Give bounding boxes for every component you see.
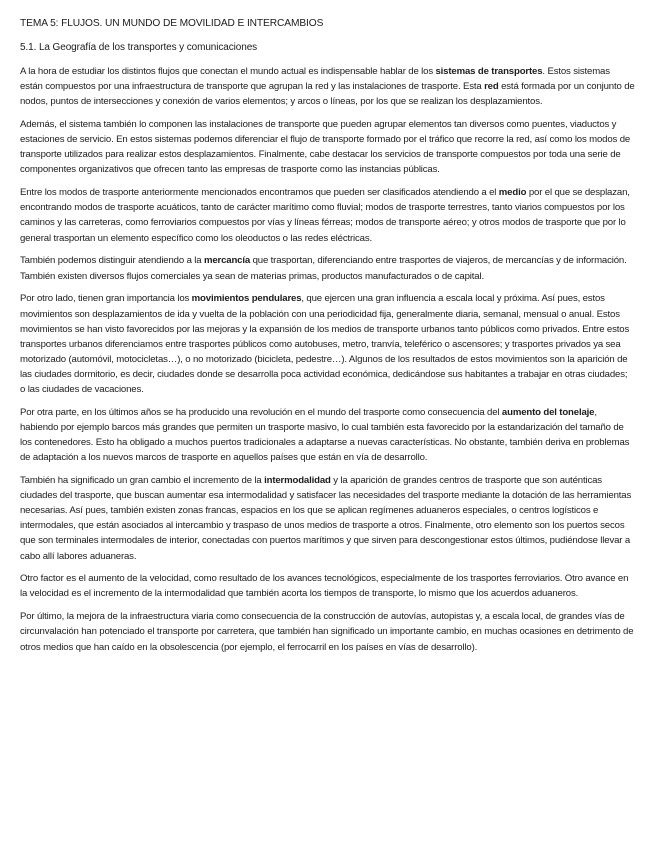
text-segment: y la aparición de grandes centros de trasporte que son auténticas ciudades del trasporte, que buscan aumentar esa intermodalidad y satisfacer las necesidades del trasporte mediante la dotación de las herramientas necesarias. Así pues, también existen zonas francas, espacios en los que se aplican regímenes aduaneros especiales, o centros logísticos e intermodales, que están asociados al intercambio y traspaso de unos medios de trasporte a otros. Finalmente, otro elemento son los puertos secos que son terminales intermodales de interior, conectadas con puertos marítimos y que sirven para descongestionar estos últimos, pudiéndose llevar a cabo allí labores aduaneras. [20, 475, 632, 562]
text-segment: También podemos distinguir atendiendo a la [20, 255, 204, 267]
text-segment: Por último, la mejora de la infraestructura viaria como consecuencia de la construcción de autovías, autopistas y, a escala local, de grandes vías de circunvalación han potenciado el transporte por carretera, que también han significado un importante cambio, en muchas ocasiones en detrimento de otros medios que han caído en la obsolescencia (por ejemplo, el ferrocarril en los países en vías de desarrollo). [20, 611, 634, 653]
section-title: 5.1. La Geografía de los transportes y comunicaciones [20, 42, 258, 53]
bold-term: aumento del tonelaje [501, 406, 595, 418]
paragraph-infraestructura-viaria [20, 609, 635, 654]
paragraph-mercancia [20, 253, 635, 283]
paragraph-medio [20, 185, 635, 245]
paragraph-intermodalidad [20, 473, 635, 564]
text-segment: está formada por un conjunto de nodos, puntos de intersecciones y conexión de varios elementos; y arcos o líneas, por los que se realizan los desplazamientos. [20, 81, 635, 108]
bold-term: medio [498, 187, 527, 199]
text-segment: También ha significado un gran cambio el incremento de la [20, 475, 265, 487]
document-title: TEMA 5: FLUJOS. UN MUNDO DE MOVILIDAD E INTERCAMBIOS [20, 18, 324, 29]
text-segment: Por otro lado, tienen gran importancia los [20, 293, 192, 305]
bold-term: sistemas de transportes [435, 66, 543, 77]
text-segment: Otro factor es el aumento de la velocidad, como resultado de los avances tecnológicos, especialmente de los trasportes ferroviarios. Otro avance en la velocidad es el incremento de la intermodalidad que también acorta los tiempos de transporte, lo mismo que los acuerdos aduaneros. [20, 573, 629, 600]
text-segment: Además, el sistema también lo componen las instalaciones de transporte que pueden agrupar elementos tan diversos como puentes, viaductos y estaciones de servicio. En estos sistemas podemos diferenciar el flujo de transporte formado por el tráfico que recorre la red, así como los modos de transporte utilizados para realizar estos desplazamientos. Finalmente, cabe destacar los servicios de transporte compuestos por toda una serie de componentes organizativos que ofrecen tanto las empresas de trasporte como las instancias públicas. [20, 119, 631, 176]
paragraph-movimientos-pendulares [20, 291, 635, 397]
paragraph-sistemas-transporte [20, 64, 635, 109]
text-segment: , habiendo por ejemplo barcos más grandes que permiten un trasporte masivo, lo cual también esta favorecido por la estandarización del tamaño de los contenedores. Esto ha obligado a muchos puertos tradicionales a adaptarse a nuevas características. No obstante, también deriva en problemas de adaptación a los nuevos marcos de trasporte en aquellos países que están en vía de desarrollo. [20, 406, 630, 464]
bold-term: movimientos pendulares [191, 293, 302, 305]
text-segment: Entre los modos de trasporte anteriormente mencionados encontramos que pueden ser clasificados atendiendo a el [20, 187, 499, 199]
text-segment: A la hora de estudiar los distintos flujos que conectan el mundo actual es indispensable hablar de los [20, 66, 436, 77]
text-segment: por el que se desplazan, encontrando modos de trasporte acuáticos, tanto de carácter marítimo como fluvial; modos de trasporte terrestres, tanto viarios compuestos por los caminos y las carreteras, como ferroviarios compuestos por vías y líneas férreas; modos de transporte aéreo; y otros modos de trasporte que por lo general trasportan un elemento específico como los oleoductos o las redes eléctricas. [20, 187, 630, 244]
paragraph-tonelaje [20, 405, 635, 465]
text-segment: que trasportan, diferenciando entre trasportes de viajeros, de mercancías y de información. También existen diversos flujos comerciales ya sean de materias primas, productos manufacturados o de capital. [20, 255, 627, 282]
text-segment: Por otra parte, en los últimos años se ha producido una revolución en el mundo del trasporte como consecuencia del [20, 406, 502, 418]
bold-term: intermodalidad [264, 475, 331, 487]
bold-term: red [484, 81, 499, 93]
bold-term: mercancía [203, 255, 251, 267]
text-segment: . Estos sistemas están compuestos por una infraestructura de transporte que agrupan la red y las instalaciones de trasporte. Esta [20, 66, 610, 93]
paragraph-instalaciones [20, 117, 635, 177]
paragraph-velocidad [20, 571, 635, 601]
text-segment: , que ejercen una gran influencia a escala local y próxima. Así pues, estos movimientos son desplazamientos de ida y vuelta de la población con una periodicidad fija, generalmente diaria, semanal, mensual o anual. Estos movimientos se han visto favorecidos por las mejoras y la expansión de los medios de transporte urbanos tanto públicos como privados. Entre estos transportes urbanos diferenciamos entre trasportes públicos como autobuses, metro, tranvía, teleférico o ascensores; y trasportes privados ya sea motorizado (automóvil, motocicletas…), o no motorizado (bicicleta, pedestre…). Algunos de los resultados de estos movimientos son la aparición de las ciudades dormitorio, es decir, ciudades donde se desarrolla poca actividad económica, dedicándose sus habitantes a trabajar en otras ciudades; o las ciudades de vacaciones. [20, 293, 630, 395]
